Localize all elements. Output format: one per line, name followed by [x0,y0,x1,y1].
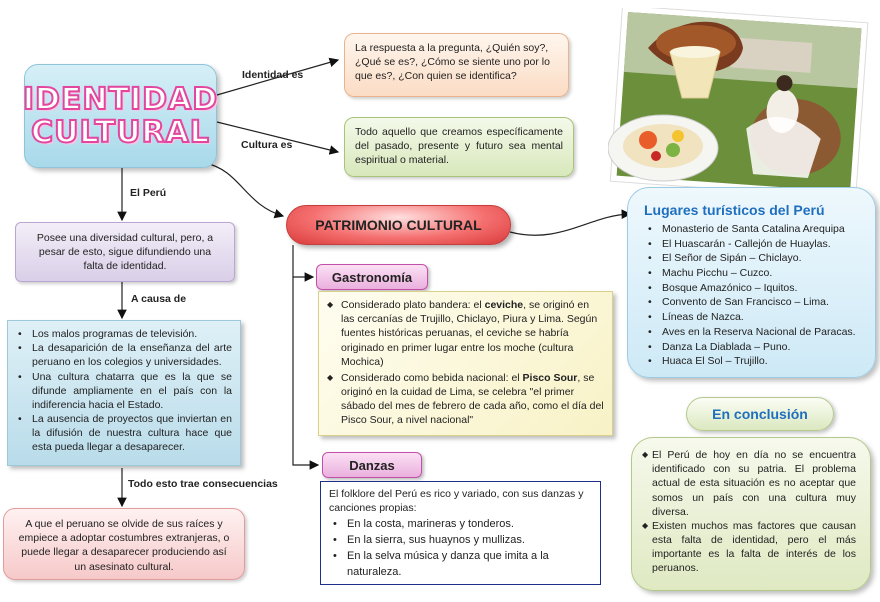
gastronomia-label: Gastronomía [331,269,413,285]
gastronomia-item1-post: , se originó en las cercanías de Trujillo, Chiclayo, Piura y Lima. Según fuentes históricas peruanas, el ceviche se habría originado en primer lugar entre los moche (cultura Mochica) [341,299,598,368]
lugar-text: Bosque Amazónico – Iquitos. [662,281,798,294]
patrimonio-label: PATRIMONIO CULTURAL [315,217,482,233]
arrow-danzas [293,277,318,465]
list-item [323,298,604,369]
lugar-text: Danza La Diablada – Puno. [662,340,791,353]
cultura-definition-text: Todo aquello que creamos específicamente del pasado, presente y futuro sea mental espiritual o material. [355,126,563,167]
arrow-lugares [510,214,630,235]
bullet-icon: • [648,355,652,368]
bullet-icon: ◆ [327,300,334,309]
danzas-label: Danzas [349,457,395,473]
danzas-item-text: En la selva música y danza que imita a la naturaleza. [347,550,549,579]
label-el-peru: El Perú [130,187,167,199]
danzas-item-text: En la sierra, sus huaynos y mullizas. [347,534,525,547]
consequence-text: A que el peruano se olvide de sus raíces y empiece a adoptar costumbres extranjeras, o puede llegar a desaparecer produciendo así un asesinato cultural. [18,518,230,573]
bullet-icon: • [18,413,22,426]
lugar-text: El Señor de Sipán – Chiclayo. [662,252,802,265]
bullet-icon: • [648,325,652,338]
list-item [644,281,861,296]
list-item [644,251,861,266]
gastronomia-list [323,298,604,428]
peru-box-text: Posee una diversidad cultural, pero, a pesar de esto, sigue difundiendo una falta de identidad. [36,232,214,273]
list-item [644,295,861,310]
danzas-intro: El folklore del Perú es rico y variado, con sus danzas y canciones propias: [329,488,584,515]
gastronomia-item2-pre: Considerado como bebida nacional: el [341,371,523,384]
bullet-icon: • [18,328,22,340]
lugares-box [627,187,876,378]
bullet-icon: ◆ [642,520,649,530]
cause-text: Los malos programas de televisión. [32,328,198,340]
lugar-text: Aves en la Reserva Nacional de Paracas. [662,325,856,338]
bullet-icon: • [648,311,652,324]
lugar-text: Monasterio de Santa Catalina Arequipa [662,223,845,235]
bullet-icon: • [333,534,337,547]
danzas-item-text: En la costa, marineras y tonderos. [347,518,514,531]
title-line-1: IDENTIDAD [22,82,219,117]
causes-list [14,327,232,455]
list-item [644,325,861,340]
list-item [323,371,604,428]
lugar-text: Machu Picchu – Cuzco. [662,267,773,280]
title-line-2: CULTURAL [31,115,210,150]
identidad-definition-box [344,33,569,97]
list-item [14,327,232,341]
cause-text: La desaparición de la enseñanza del arte peruano en los colegios y universidades. [32,342,232,369]
list-item [644,310,861,325]
lugar-text: Líneas de Nazca. [662,311,744,324]
ceviche-bold: ceviche [484,299,524,311]
list-item [642,448,856,519]
list-item [14,341,232,369]
list-item [644,266,861,281]
conclusion-text: El Perú de hoy en día no se encuentra identificado con su patria. El problema actual de esta situación es no aceptar que somos un país con una cultura muy diversa. [652,449,856,518]
lugar-text: Convento de San Francisco – Lima. [662,296,829,309]
bullet-icon: • [648,296,652,309]
bullet-icon: ◆ [327,372,334,382]
peru-box [15,222,235,282]
bullet-icon: • [333,518,337,531]
cause-text: La ausencia de proyectos que inviertan en la difusión de nuestra cultura hace que esta pueda llegar a desaparecer. [32,413,232,454]
danzas-pill [322,452,422,478]
arrow-gastronomia [293,245,313,277]
gastronomia-pill [316,264,428,290]
cause-text: Una cultura chatarra que es la que se difunde ampliamente en el país con la indiferencia hacia el Estado. [32,370,232,411]
list-item [329,533,592,549]
list-item [644,354,861,369]
list-item [644,340,861,355]
danzas-box [320,481,601,585]
conclusion-text: Existen muchos mas factores que causan esta falta de identidad, pero el más importante es la falta de interés de los peruanos. [652,519,856,575]
label-cultura-es: Cultura es [241,139,293,151]
list-item [329,549,592,581]
gastronomia-item2-post: , se originó en la cuidad de Lima, se celebra "el primer sábado del mes de febrero de cada año, como el día del Pisco Sour, a nivel nacional" [341,371,604,427]
pisco-sour-bold: Pisco Sour [522,371,578,384]
conclusion-title: En conclusión [712,406,808,422]
bullet-icon: • [18,342,22,355]
list-item [329,517,592,533]
list-item [642,519,856,576]
bullet-icon: • [648,281,652,294]
causes-box [7,320,241,466]
patrimonio-cultural-node [286,205,511,245]
gastronomia-box [318,291,613,436]
bullet-icon: • [648,267,652,280]
identidad-definition-text: La respuesta a la pregunta, ¿Quién soy?, ¿Qué se es?, ¿Cómo se siente uno por lo que es?, ¿Con quien se identifica? [355,42,550,83]
lugar-text: Huaca El Sol – Trujillo. [662,355,768,368]
cultura-definition-box [344,117,574,177]
lugares-list [644,222,861,369]
bullet-icon: • [18,370,22,383]
lugar-text: El Huascarán - Callejón de Huaylas. [662,237,831,250]
bullet-icon: • [648,223,652,235]
conclusion-box [631,437,871,591]
label-identidad-es: Identidad es [242,69,304,81]
danzas-list [329,517,592,581]
bullet-icon: • [648,237,652,250]
conclusion-list [642,448,856,576]
list-item [644,222,861,237]
lugares-title: Lugares turísticos del Perú [644,202,825,218]
consequence-box [3,508,245,580]
bullet-icon: • [333,550,337,563]
arrow-patrimonio [205,163,283,216]
conclusion-pill [686,397,834,431]
list-item [644,237,861,252]
bullet-icon: • [648,252,652,265]
list-item [14,412,232,455]
title-box [24,64,217,168]
bullet-icon: ◆ [642,450,649,459]
peru-photo-collage [608,8,870,198]
bullet-icon: • [648,340,652,353]
list-item [14,370,232,413]
label-a-causa-de: A causa de [131,293,187,305]
label-consecuencias: Todo esto trae consecuencias [128,478,278,490]
gastronomia-item1-pre: Considerado plato bandera: el [341,299,485,311]
